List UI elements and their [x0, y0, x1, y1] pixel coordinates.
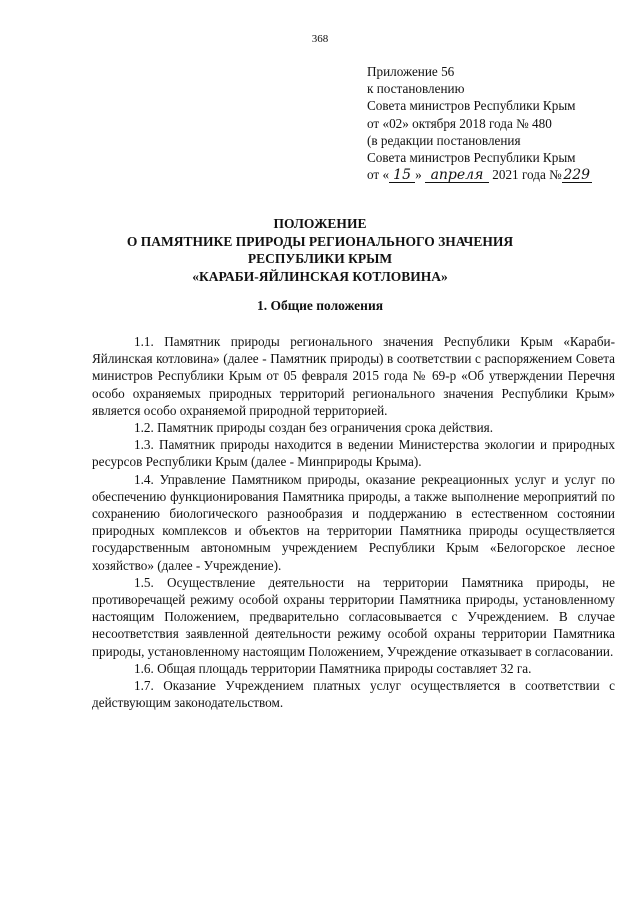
body-text: [92, 333, 615, 711]
paragraph-1-6: 1.6. Общая площадь территории Памятника природы составляет 32 га.: [134, 660, 532, 676]
handwritten-number: 229: [563, 167, 591, 184]
appendix-date-quote: »: [415, 167, 422, 183]
appendix-line: Совета министров Республики Крым: [367, 98, 576, 114]
title-line: ПОЛОЖЕНИЕ: [273, 216, 367, 231]
appendix-line: к постановлению: [367, 81, 465, 97]
appendix-block: [367, 63, 629, 183]
title-line: О ПАМЯТНИКЕ ПРИРОДЫ РЕГИОНАЛЬНОГО ЗНАЧЕНИЯ: [126, 233, 514, 249]
appendix-date-prefix: от «: [367, 167, 390, 183]
paragraph-1-1: 1.1. Памятник природы регионального значения Республики Крым «Караби-Яйлинская котловина» (далее - Памятник природы) в соответствии с распоряжением Совета министров Республики Крым от 05 февраля 2015 года № 69-р «Об утверждении Перечня особо охраняемых природных территорий регионального значения Республики Крым» является особо охраняемой природной территорией.: [92, 334, 615, 418]
appendix-line: (в редакции постановления: [367, 132, 521, 148]
section-heading: 1. Общие положения: [256, 298, 384, 313]
appendix-line: Приложение 56: [367, 64, 455, 79]
handwritten-month: апреля: [425, 168, 489, 183]
title-line: РЕСПУБЛИКИ КРЫМ: [247, 251, 393, 266]
paragraph-1-3: 1.3. Памятник природы находится в ведении Министерства экологии и природных ресурсов Республики Крым (далее - Минприроды Крыма).: [92, 437, 615, 470]
title-line: «КАРАБИ-ЯЙЛИНСКАЯ КОТЛОВИНА»: [192, 268, 448, 284]
appendix-date-year: 2021 года №: [492, 167, 562, 183]
document-title: [0, 215, 640, 285]
appendix-date-line: [367, 166, 629, 183]
paragraph-1-5: 1.5. Осуществление деятельности на территории Памятника природы, не противоречащей режиму особой охраны территории Памятника природы, установленному настоящим Положением, предварительно согласовывается с Учреждением. В случае несоответствия заявленной деятельности режиму особой охраны территории Памятника природы, установленному настоящим Положением, Учреждение отказывает в согласовании.: [92, 574, 615, 659]
paragraph-1-2: 1.2. Памятник природы создан без ограничения срока действия.: [134, 420, 494, 436]
page-number: 368: [311, 33, 329, 45]
paragraph-1-7: 1.7. Оказание Учреждением платных услуг осуществляется в соответствии с действующим законодательством.: [92, 678, 615, 711]
paragraph-1-4: 1.4. Управление Памятником природы, оказание рекреационных услуг и услуг по обеспечению функционирования Памятника природы, а также выполнение мероприятий по сохранению биологического разнообразия и поддержанию в естественном состоянии природных комплексов и объектов на территории Памятника природы осуществляется государственным автономным учреждением Республики Крым «Белогорское лесное хозяйство» (далее - Учреждение).: [92, 471, 615, 573]
appendix-line: Совета министров Республики Крым: [367, 150, 576, 166]
handwritten-day: 15: [389, 168, 415, 183]
appendix-line: от «02» октября 2018 года № 480: [367, 115, 552, 131]
